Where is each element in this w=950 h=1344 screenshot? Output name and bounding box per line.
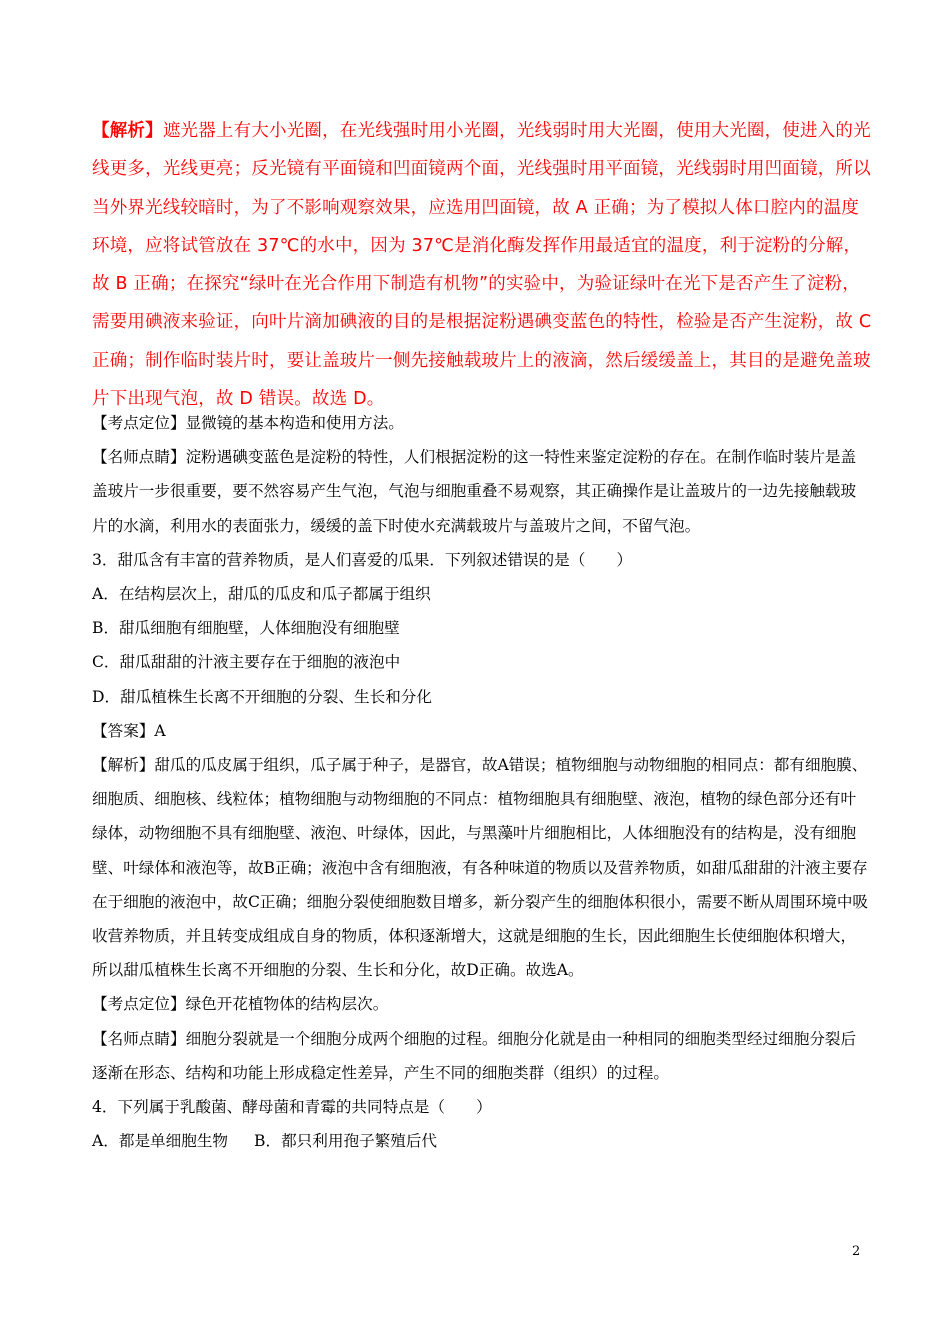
q3-answer: 【答案】A	[92, 721, 166, 740]
q4-options-row	[92, 1124, 870, 1158]
q3-teacher-tip: 【名师点睛】细胞分裂就是一个细胞分成两个细胞的过程。细胞分化就是由一种相同的细胞类型经过细胞分裂后逐渐在形态、结构和功能上形成稳定性差异，产生不同的细胞类群（组织）的过程。	[92, 1029, 857, 1082]
q3-option-a: A．在结构层次上，甜瓜的瓜皮和瓜子都属于组织	[92, 585, 431, 604]
q4-option-b: B．都只利用孢子繁殖后代	[254, 1132, 438, 1151]
q2-exam-point: 【考点定位】显微镜的基本构造和使用方法。	[92, 414, 404, 432]
q2-teacher-tip: 【名师点睛】淀粉遇碘变蓝色是淀粉的特性，人们根据淀粉的这一特性来鉴定淀粉的存在。在制作临时装片是盖盖玻片一步很重要，要不然容易产生气泡，气泡与细胞重叠不易观察，其正确操作是让盖玻片的一边先接触载玻片的水滴，利用水的表面张力，缓缓的盖下时使水充满载玻片与盖玻片之间，不留气泡。	[92, 448, 857, 535]
q4-stem: 4．下列属于乳酸菌、酵母菌和青霉的共同特点是（ ）	[92, 1098, 492, 1117]
q3-exam-point: 【考点定位】绿色开花植物体的结构层次。	[92, 995, 389, 1014]
q3-option-b: B．甜瓜细胞有细胞壁，人体细胞没有细胞壁	[92, 619, 400, 638]
analysis-red-text: 遮光器上有大小光圈，在光线强时用小光圈，光线弱时用大光圈，使用大光圈，使进入的光线更多，光线更亮；反光镜有平面镜和凹面镜两个面，光线强时用平面镜，光线弱时用凹面镜，所以当外界光线较暗时，为了不影响观察效果，应选用凹面镜，故 A 正确；为了模拟人体口腔内的温度环境，应将试管放在 37℃的水中，因为 37℃是消化酶发挥作用最适宜的温度，利于淀粉的分解，故 B 正确；在探究“绿叶在光合作用下制造有机物”的实验中，为验证绿叶在光下是否产生了淀粉，需要用碘液来验证，向叶片滴加碘液的目的是根据淀粉遇碘变蓝色的特性，检验是否产生淀粉，故 C 正确；制作临时装片时，要让盖玻片一侧先接触载玻片上的液滴，然后缓缓盖上，其目的是避免盖玻片下出现气泡，故 D 错误。故选 D。	[92, 121, 872, 410]
document-body	[92, 406, 870, 1158]
q4-option-a: A．都是单细胞生物	[92, 1132, 229, 1151]
q3-option-c: C．甜瓜甜甜的汁液主要存在于细胞的液泡中	[92, 653, 401, 672]
q3-option-d: D．甜瓜植株生长离不开细胞的分裂、生长和分化	[92, 687, 432, 706]
analysis-red-paragraph	[92, 112, 874, 418]
q3-stem: 3．甜瓜含有丰富的营养物质，是人们喜爱的瓜果．下列叙述错误的是（ ）	[92, 550, 633, 569]
analysis-red-label: 【解析】	[92, 121, 163, 141]
q3-analysis: 【解析】甜瓜的瓜皮属于组织，瓜子属于种子，是器官，故A错误；植物细胞与动物细胞的相同点：都有细胞膜、细胞质、细胞核、线粒体；植物细胞与动物细胞的不同点：植物细胞具有细胞壁、液泡，植物的绿色部分还有叶绿体，动物细胞不具有细胞壁、液泡、叶绿体，因此，与黑藻叶片细胞相比，人体细胞没有的结构是，没有细胞壁、叶绿体和液泡等，故B正确；液泡中含有细胞液，有各种味道的物质以及营养物质，如甜瓜甜甜的汁液主要存在于细胞的液泡中，故C正确；细胞分裂使细胞数目增多，新分裂产生的细胞体积很小，需要不断从周围环境中吸收营养物质，并且转变成组成自身的物质，体积逐渐增大，这就是细胞的生长，因此细胞生长使细胞体积增大，所以甜瓜植株生长离不开细胞的分裂、生长和分化，故D正确。故选A。	[92, 756, 869, 980]
page-number: 2	[852, 1244, 861, 1259]
